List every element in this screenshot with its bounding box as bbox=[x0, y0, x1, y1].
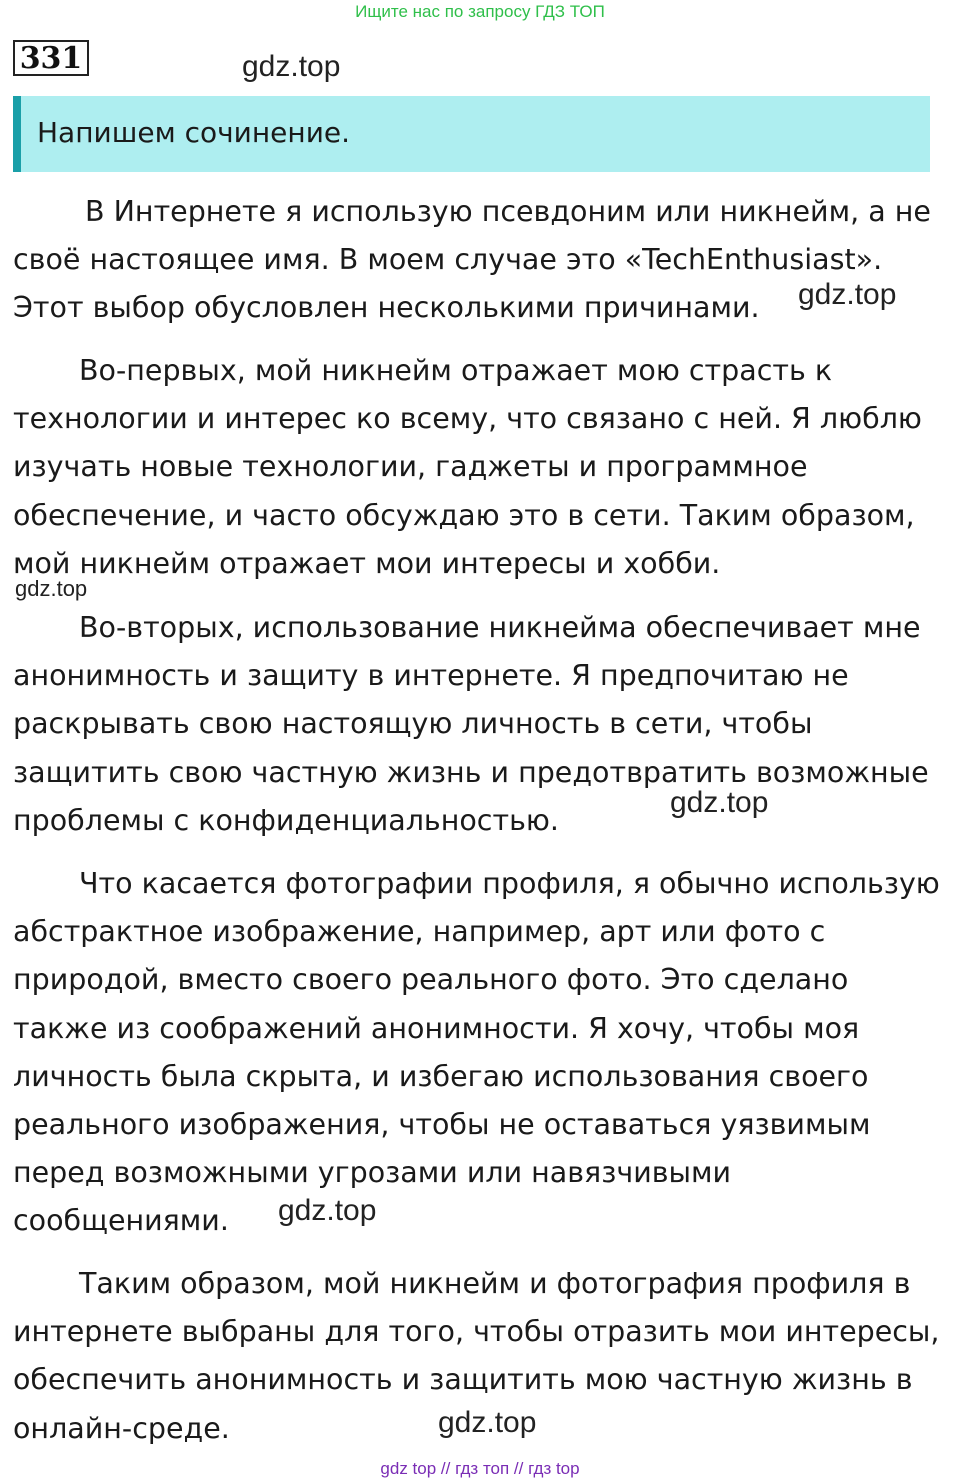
watermark: gdz.top bbox=[15, 576, 88, 601]
paragraph-4: Что касается фотографии профиля, я обычно использую абстрактное изображение, например, арт или фото с природой, вместо своего реального фото. Это сделано также из соображений анонимности. Я хочу, чтобы моя личность была скрыта, и избегаю использования своего реального изображения, чтобы не оставаться уязвимым перед возможными угрозами или навязчивыми сообщениями. bbox=[13, 867, 940, 1238]
heading-text: Напишем сочинение. bbox=[37, 116, 351, 149]
paragraph-3: Во-вторых, использование никнейма обеспечивает мне анонимность и защиту в интернете. Я предпочитаю не раскрывать свою настоящую личность в сети, чтобы защитить свою частную жизнь и предотвратить возможные проблемы с конфиденциальностью. bbox=[13, 611, 929, 837]
paragraph-1: В Интернете я использую псевдоним или никнейм, а не своё настоящее имя. В моем случае это «TechEnthusiast». Этот выбор обусловлен несколькими причинами. bbox=[13, 195, 931, 325]
watermark: gdz.top bbox=[670, 786, 769, 819]
footer-links: gdz top // гдз топ // гдз top bbox=[380, 1459, 580, 1478]
paragraph-2: Во-первых, мой никнейм отражает мою страсть к технологии и интерес ко всему, что связано с ней. Я люблю изучать новые технологии, гаджеты и программное обеспечение, и часто обсуждаю это в сети. Таким образом, мой никнейм отражает мои интересы и хобби. bbox=[13, 354, 922, 580]
heading-bar bbox=[13, 96, 930, 172]
task-number: 331 bbox=[13, 40, 89, 76]
watermark: gdz.top bbox=[798, 278, 897, 311]
watermark: gdz.top bbox=[438, 1406, 537, 1439]
watermark: gdz.top bbox=[278, 1194, 377, 1227]
paragraph-5: Таким образом, мой никнейм и фотография профиля в интернете выбраны для того, чтобы отразить мои интересы, обеспечить анонимность и защитить мою частную жизнь в онлайн-среде. bbox=[13, 1267, 940, 1445]
watermark: gdz.top bbox=[242, 50, 341, 83]
top-banner: Ищите нас по запросу ГДЗ ТОП bbox=[355, 2, 605, 21]
